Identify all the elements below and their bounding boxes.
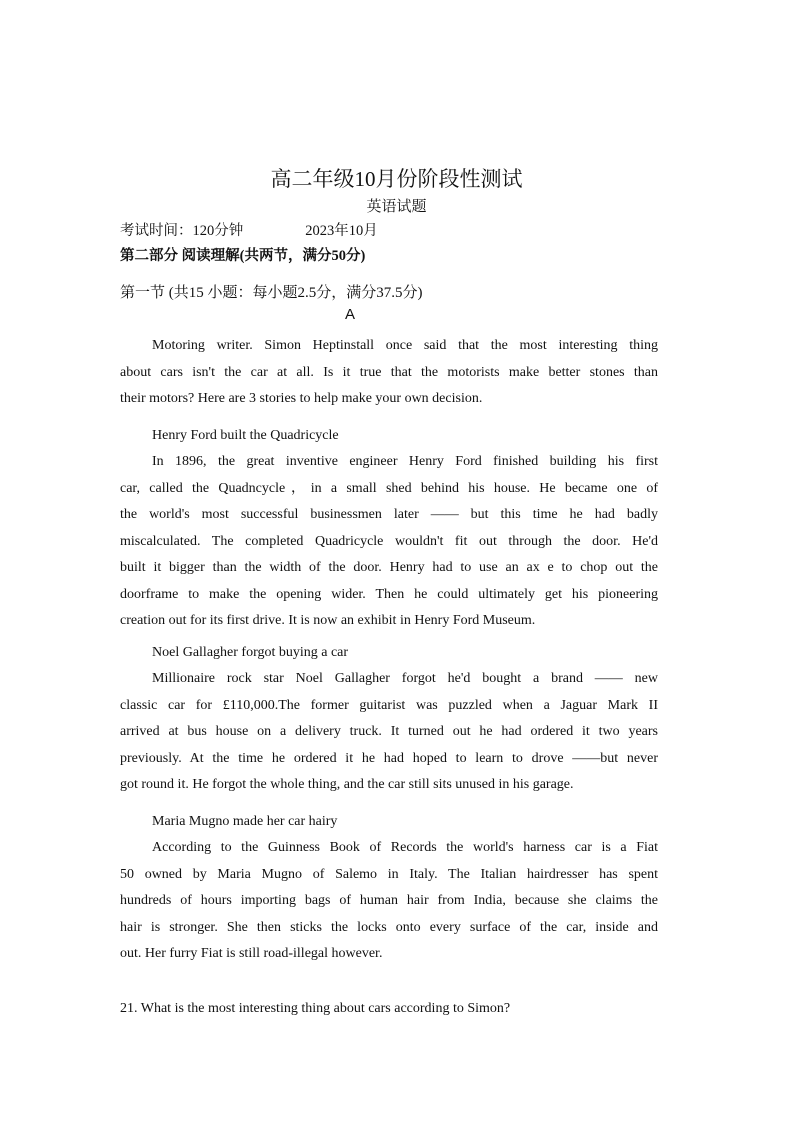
text-line: creation out for its first drive. It is now an exhibit in Henry Ford Museum.: [120, 613, 536, 628]
text-line: car, called the Quadncycle，in a small shed behind his house. He became one of: [120, 480, 658, 496]
section-heading: 第一节 (共15 小题：每小题2.5分，满分37.5分): [120, 285, 423, 301]
text-line: hair is stronger. She then sticks the locks onto every surface of the car, inside and: [120, 919, 658, 935]
text-line: the world's most successful businessmen later —— but this time he had badly: [120, 507, 658, 522]
text-line: hundreds of hours importing bags of human hair from India, because she claims the: [120, 893, 658, 908]
text-line: classic car for £110,000.The former guitarist was puzzled when a Jaguar Mark II: [120, 697, 658, 713]
story-paragraph: [120, 666, 658, 799]
passage-letter: A: [344, 306, 355, 323]
story-paragraph: [120, 835, 658, 968]
text-line: miscalculated. The completed Quadricycle wouldn't fit out through the door. He'd: [120, 533, 658, 549]
part-heading: 第二部分 阅读理解(共两节，满分50分): [120, 248, 366, 264]
story-heading: Noel Gallagher forgot buying a car: [152, 645, 349, 660]
text-line: Motoring writer. Simon Heptinstall once said that the most interesting thing: [152, 338, 658, 353]
exam-subtitle: 英语试题: [366, 199, 427, 215]
story-heading: Maria Mugno made her car hairy: [152, 814, 338, 829]
text-line: previously. At the time he ordered it he had hoped to learn to drove ——but never: [120, 750, 658, 766]
text-line: Millionaire rock star Noel Gallagher forgot he'd bought a brand —— new: [152, 671, 658, 686]
text-line: According to the Guinness Book of Records the world's harness car is a Fiat: [152, 840, 658, 855]
text-line: In 1896, the great inventive engineer Henry Ford finished building his first: [152, 454, 658, 469]
exam-meta: [120, 219, 378, 240]
exam-time: 考试时间：120分钟: [120, 223, 244, 239]
text-line: 50 owned by Maria Mugno of Salemo in Italy. The Italian hairdresser has spent: [120, 866, 658, 882]
question-21: 21. What is the most interesting thing about cars according to Simon?: [120, 1001, 511, 1016]
text-line: their motors? Here are 3 stories to help make your own decision.: [120, 391, 483, 406]
passage-intro: [120, 333, 658, 413]
text-line: got round it. He forgot the whole thing, and the car still sits unused in his garage.: [120, 777, 574, 792]
story-paragraph: [120, 449, 658, 635]
exam-title: 高二年级10月份阶段性测试: [270, 167, 523, 191]
text-line: built it bigger than the width of the door. Henry had to use an ax e to chop out the: [120, 560, 658, 575]
story-heading: Henry Ford built the Quadricycle: [152, 428, 339, 443]
text-line: arrived at bus house on a delivery truck. It turned out he had ordered it two years: [120, 724, 658, 739]
text-line: doorframe to make the opening wider. Then he could ultimately get his pioneering: [120, 586, 658, 602]
text-line: out. Her furry Fiat is still road-illegal however.: [120, 946, 383, 961]
exam-date: 2023年10月: [305, 223, 378, 239]
text-line: about cars isn't the car at all. Is it true that the motorists make better stones than: [120, 364, 658, 380]
